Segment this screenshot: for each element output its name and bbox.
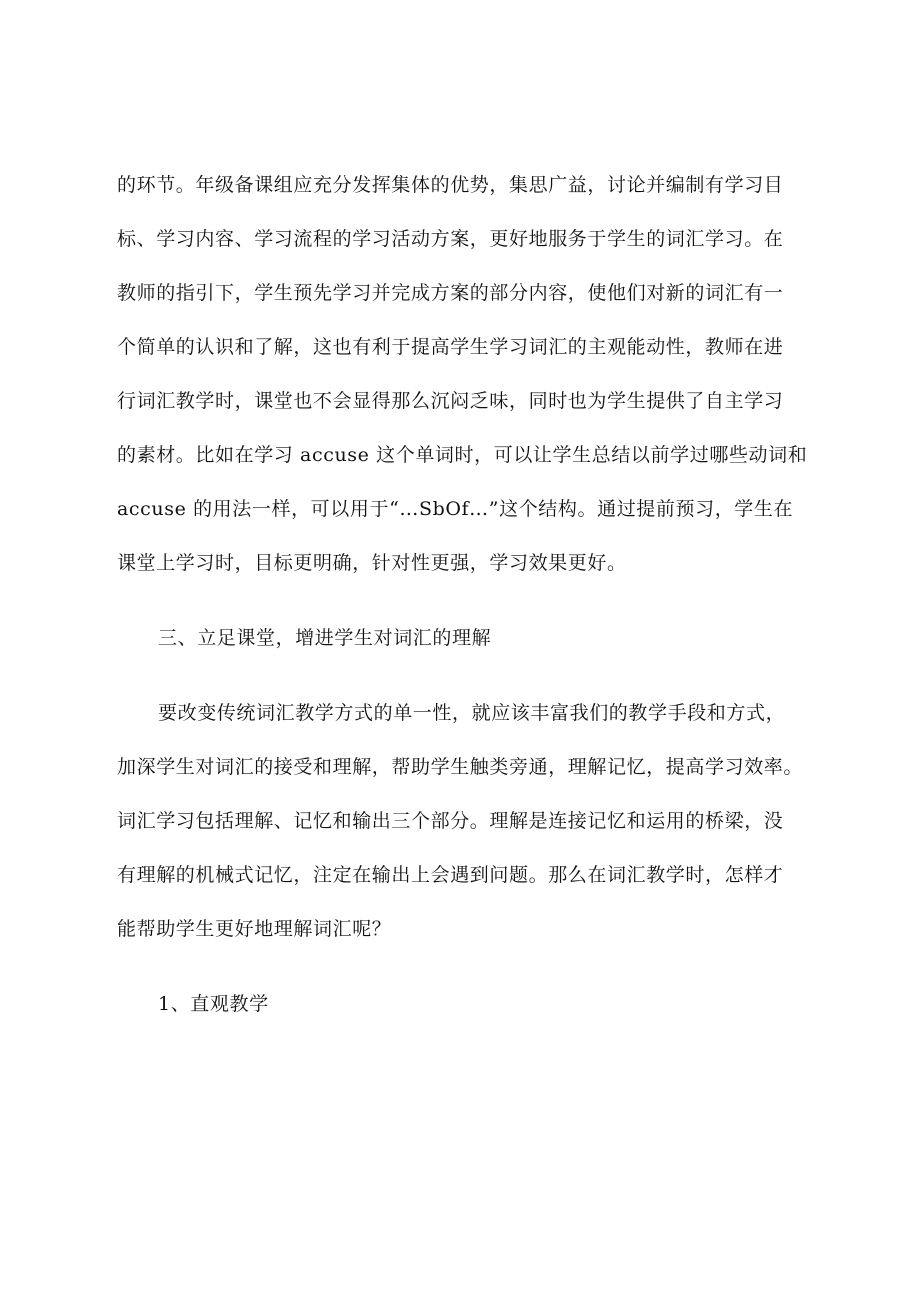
paragraph1-line-4: 个简单的认识和了解，这也有利于提高学生学习词汇的主观能动性，教师在进	[117, 336, 784, 358]
paragraph1-line-5: 行词汇教学时，课堂也不会显得那么沉闷乏味，同时也为学生提供了自主学习	[117, 390, 784, 412]
paragraph1-line-3: 教师的指引下，学生预先学习并完成方案的部分内容，使他们对新的词汇有一	[117, 282, 784, 304]
paragraph2-line-3: 词汇学习包括理解、记忆和输出三个部分。理解是连接记忆和运用的桥梁，没	[117, 810, 784, 832]
paragraph1-line-2: 标、学习内容、学习流程的学习活动方案，更好地服务于学生的词汇学习。在	[117, 228, 784, 250]
paragraph1-line-7: accuse 的用法一样，可以用于“…SbOf…”这个结构。通过提前预习，学生在	[117, 498, 794, 520]
paragraph1-line-8: 课堂上学习时，目标更明确，针对性更强，学习效果更好。	[117, 552, 627, 574]
subheading-1: 1、直观教学	[158, 993, 269, 1015]
paragraph2-line-1: 要改变传统词汇教学方式的单一性，就应该丰富我们的教学手段和方式，	[158, 702, 786, 724]
paragraph2-line-4: 有理解的机械式记忆，注定在输出上会遇到问题。那么在词汇教学时，怎样才	[117, 864, 784, 886]
paragraph1-line-6: 的素材。比如在学习 accuse 这个单词时，可以让学生总结以前学过哪些动词和	[117, 444, 808, 466]
paragraph2-line-2: 加深学生对词汇的接受和理解，帮助学生触类旁通，理解记忆，提高学习效率。	[117, 756, 804, 778]
paragraph2-line-5: 能帮助学生更好地理解词汇呢？	[117, 918, 392, 940]
paragraph1-line-1: 的环节。年级备课组应充分发挥集体的优势，集思广益，讨论并编制有学习目	[117, 174, 784, 196]
section-heading-3: 三、立足课堂，增进学生对词汇的理解	[158, 627, 492, 649]
